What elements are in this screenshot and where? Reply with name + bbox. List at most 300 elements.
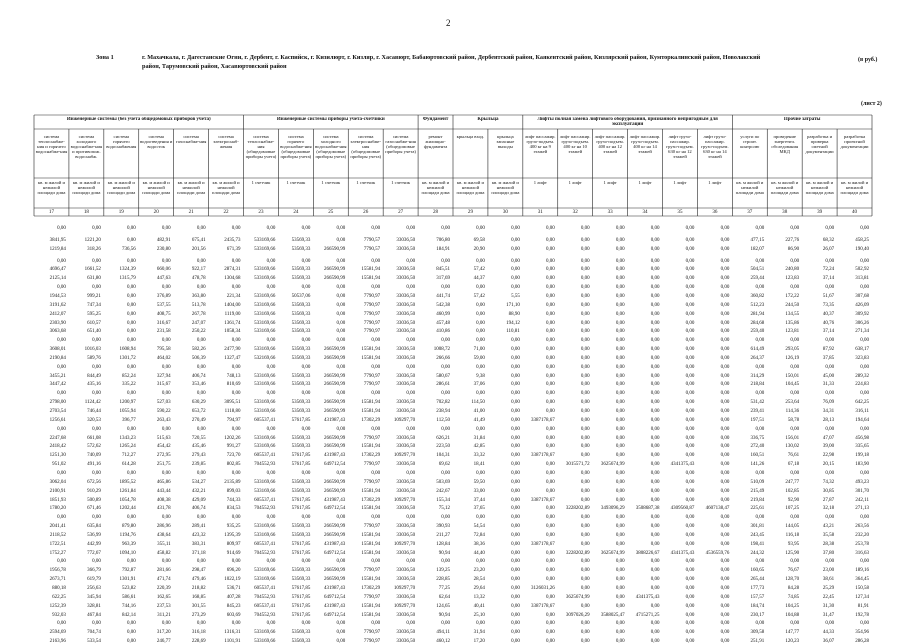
table-cell: 914,69 xyxy=(226,550,241,556)
table-cell: 0,00 xyxy=(685,612,695,618)
table-cell: 311,21 xyxy=(157,612,171,618)
table-cell: 0,00 xyxy=(231,391,241,397)
table-cell: 605537,41 xyxy=(254,541,276,547)
table-cell: 0,00 xyxy=(580,639,590,644)
table-cell: 1058,34 xyxy=(224,329,241,335)
sheet-label: (лист 2) xyxy=(861,101,882,107)
table-cell: 2100,91 xyxy=(49,488,66,494)
table-cell: 504,51 xyxy=(750,267,765,273)
table-cell: 3228202,89 xyxy=(565,506,590,512)
table-cell: 7790,97 xyxy=(363,311,381,317)
table-cell: 38,61 xyxy=(822,577,835,583)
table-cell: 37,80 xyxy=(822,550,835,556)
table-cell: 2703,54 xyxy=(49,409,66,414)
table-cell: 0,00 xyxy=(755,338,765,344)
table-cell: 0,00 xyxy=(825,426,835,432)
table-cell: 0,00 xyxy=(92,559,101,565)
table-cell: 454,42 xyxy=(156,444,171,450)
table-cell: 744,33 xyxy=(226,497,241,503)
table-cell: 0,00 xyxy=(720,479,730,485)
table-cell: 53569,33 xyxy=(291,237,311,243)
table-cell: 33036,50 xyxy=(396,347,416,353)
table-cell: 1895,52 xyxy=(119,479,136,485)
table-cell: 0,00 xyxy=(580,426,590,432)
table-cell: 0,00 xyxy=(511,267,520,273)
column-title: система холодного водоснабже-ния (общедомовые приборы учета) xyxy=(315,135,347,159)
table-cell: 0,00 xyxy=(650,488,660,494)
table-cell: 0,00 xyxy=(545,470,555,476)
table-cell: 0,00 xyxy=(615,237,625,243)
table-cell: 0,00 xyxy=(196,226,206,231)
column-title: крыльца вход. xyxy=(456,135,485,139)
table-cell: 740,09 xyxy=(87,453,101,459)
table-cell: 313,81 xyxy=(855,276,869,282)
table-cell: 533169,66 xyxy=(254,409,276,414)
column-number: 34 xyxy=(642,209,648,215)
table-cell: 33036,50 xyxy=(396,400,416,406)
column-unit: кв. м жилой и нежилой площади дома xyxy=(37,181,66,195)
table-cell: 0,00 xyxy=(685,246,695,252)
table-cell: 649712,54 xyxy=(323,550,346,556)
table-cell: 0,00 xyxy=(371,226,381,231)
table-cell: 109297,70 xyxy=(393,453,416,459)
table-cell: 842,14 xyxy=(121,612,136,618)
table-cell: 0,00 xyxy=(196,364,206,370)
table-cell: 33036,50 xyxy=(396,506,416,512)
table-cell: 104,31 xyxy=(436,453,450,459)
table-cell: 533169,66 xyxy=(254,237,276,243)
table-cell: 0,00 xyxy=(301,258,311,264)
column-unit: кв. м жилой и нежилой площади дома xyxy=(770,181,799,195)
table-cell: 0,00 xyxy=(57,226,66,231)
table-cell: 0,00 xyxy=(161,470,171,476)
table-cell: 0,00 xyxy=(511,541,520,547)
table-cell: 0,00 xyxy=(650,293,660,299)
table-cell: 15581,94 xyxy=(361,577,381,583)
table-cell: 4536559,76 xyxy=(705,550,730,556)
table-cell: 289,41 xyxy=(191,524,206,530)
table-cell: 219,84 xyxy=(750,497,765,503)
table-cell: 0,00 xyxy=(580,577,590,583)
group-header: Инженерные системы (без учета общедомовых приборов учета) xyxy=(66,117,211,122)
table-cell: 0,00 xyxy=(720,453,730,459)
table-cell: 533169,66 xyxy=(254,373,276,379)
table-cell: 0,00 xyxy=(231,559,241,565)
table-cell: 72,84 xyxy=(473,532,485,538)
table-cell: 53569,33 xyxy=(291,347,311,353)
table-cell: 0,00 xyxy=(685,470,695,476)
table-cell: 266590,99 xyxy=(323,568,346,574)
table-cell: 320,53 xyxy=(87,417,101,423)
table-cell: 230,80 xyxy=(156,246,171,252)
table-cell: 649712,54 xyxy=(323,506,346,512)
table-cell: 0,00 xyxy=(511,276,520,282)
table-cell: 0,00 xyxy=(720,532,730,538)
table-cell: 0,00 xyxy=(650,409,660,414)
table-cell: 33036,50 xyxy=(396,409,416,414)
table-cell: 317,20 xyxy=(156,630,171,636)
table-cell: 251,75 xyxy=(156,462,171,468)
table-cell: 0,00 xyxy=(545,302,555,308)
table-cell: 7790,97 xyxy=(363,479,381,485)
table-cell: 0,00 xyxy=(650,515,660,521)
table-cell: 0,00 xyxy=(545,276,555,282)
table-cell: 67,18 xyxy=(787,462,800,468)
table-cell: 0,00 xyxy=(511,246,520,252)
table-cell: 1252,39 xyxy=(49,603,66,609)
table-cell: 74,32 xyxy=(822,479,835,485)
table-cell: 0,00 xyxy=(545,246,555,252)
table-cell: 2135,89 xyxy=(224,479,241,485)
table-cell: 477,15 xyxy=(750,237,765,243)
table-cell: 3608,01 xyxy=(49,347,66,353)
table-cell: 364,45 xyxy=(855,577,869,583)
table-cell: 266590,99 xyxy=(323,444,346,450)
table-cell: 537,55 xyxy=(156,302,171,308)
table-cell: 672,56 xyxy=(87,479,101,485)
table-cell: 41,49 xyxy=(473,417,485,423)
table-cell: 0,00 xyxy=(266,338,276,344)
table-cell: 266590,99 xyxy=(323,488,346,494)
table-cell: 33036,50 xyxy=(396,524,416,530)
table-cell: 286,61 xyxy=(436,382,450,388)
table-cell: 0,00 xyxy=(650,586,660,591)
table-cell: 218,84 xyxy=(750,382,765,388)
table-cell: 0,00 xyxy=(441,515,450,521)
table-cell: 0,00 xyxy=(720,355,730,361)
table-cell: 189,16 xyxy=(855,568,869,574)
table-cell: 651,40 xyxy=(87,329,101,335)
table-cell: 1361,74 xyxy=(224,320,241,326)
table-cell: 494,11 xyxy=(436,630,450,636)
table-cell: 0,00 xyxy=(511,568,520,574)
table-cell: 215,49 xyxy=(750,488,765,494)
table-cell: 33036,50 xyxy=(396,373,416,379)
table-cell: 610,57 xyxy=(87,320,101,326)
table-cell: 0,00 xyxy=(336,559,346,565)
column-title: крыльца запасные выходы xyxy=(496,135,515,149)
table-cell: 0,00 xyxy=(545,311,555,317)
table-cell: 1124,42 xyxy=(84,400,101,406)
table-cell: 635,84 xyxy=(87,524,101,530)
table-cell: 37,85 xyxy=(822,355,835,361)
table-cell: 7790,97 xyxy=(363,293,381,299)
table-cell: 0,00 xyxy=(580,470,590,476)
table-cell: 273,29 xyxy=(191,612,206,618)
table-cell: 0,00 xyxy=(441,258,450,264)
table-cell: 0,00 xyxy=(92,226,101,231)
table-cell: 4715271,25 xyxy=(635,612,660,618)
table-cell: 160,65 xyxy=(750,568,765,574)
table-cell: 33036,50 xyxy=(396,355,416,361)
column-unit: 1 счетчик xyxy=(391,181,410,185)
table-cell: 431987,43 xyxy=(323,417,346,423)
table-cell: 0,00 xyxy=(57,285,66,291)
column-unit: 1 счетчик xyxy=(356,181,376,185)
table-cell: 0,00 xyxy=(685,630,695,636)
table-cell: 0,00 xyxy=(336,630,346,636)
table-cell: 605537,41 xyxy=(254,417,276,423)
table-cell: 3455,21 xyxy=(49,373,66,379)
table-cell: 0,00 xyxy=(161,559,171,565)
table-cell: 109297,70 xyxy=(393,603,416,609)
table-cell: 0,00 xyxy=(545,355,555,361)
table-cell: 293,05 xyxy=(785,347,800,353)
table-cell: 0,00 xyxy=(545,630,555,636)
table-cell: 0,00 xyxy=(545,373,555,379)
table-cell: 1315,79 xyxy=(119,276,136,282)
table-cell: 33036,50 xyxy=(396,630,416,636)
table-cell: 0,00 xyxy=(580,338,590,344)
table-cell: 71,00 xyxy=(473,347,485,353)
table-cell: 3063,68 xyxy=(49,329,66,335)
table-cell: 3015571,72 xyxy=(565,462,590,468)
column-title: лифт пассажир. грузо-подъем. 400 кг на 14 этажей xyxy=(629,135,661,154)
table-cell: 879,80 xyxy=(121,524,136,530)
table-cell: 345,94 xyxy=(87,594,101,600)
column-unit: кв. м жилой и нежилой площади дома xyxy=(212,181,241,195)
table-cell: 53569,33 xyxy=(291,276,311,282)
table-cell: 1094,10 xyxy=(119,550,136,556)
table-cell: 266590,99 xyxy=(323,267,346,273)
table-cell: 0,00 xyxy=(545,400,555,406)
table-cell: 396,77 xyxy=(121,417,136,423)
table-cell: 0,00 xyxy=(685,293,695,299)
table-cell: 0,00 xyxy=(161,338,171,344)
table-cell: 605537,41 xyxy=(254,586,276,591)
table-cell: 250,22 xyxy=(191,329,206,335)
table-cell: 0,00 xyxy=(825,621,835,627)
table-cell: 23,00 xyxy=(822,568,835,574)
table-cell: 53569,33 xyxy=(291,302,311,308)
table-cell: 4341375,43 xyxy=(670,462,695,468)
column-number: 18 xyxy=(83,209,89,215)
table-cell: 675,41 xyxy=(191,237,206,243)
table-cell: 266590,99 xyxy=(323,276,346,282)
table-cell: 0,00 xyxy=(301,226,311,231)
table-cell: 1101,91 xyxy=(224,639,241,644)
table-cell: 0,00 xyxy=(511,453,520,459)
table-cell: 0,00 xyxy=(790,621,800,627)
column-unit: кв. м жилой и нежилой площади дома xyxy=(491,181,520,195)
table-cell: 935,25 xyxy=(226,524,241,530)
table-cell: 746,44 xyxy=(87,409,101,414)
table-cell: 523,82 xyxy=(121,586,136,591)
column-unit: 1 лифт xyxy=(708,181,722,185)
table-cell: 0,00 xyxy=(126,559,136,565)
table-cell: 0,00 xyxy=(580,258,590,264)
table-cell: 0,00 xyxy=(650,639,660,644)
column-unit: кв. м жилой и нежилой площади дома xyxy=(805,181,834,195)
table-cell: 407,28 xyxy=(226,594,241,600)
table-cell: 1324,39 xyxy=(119,267,136,273)
table-cell: 29,64 xyxy=(473,586,485,591)
table-cell: 478,78 xyxy=(191,276,206,282)
table-cell: 251,91 xyxy=(750,639,765,644)
table-cell: 0,00 xyxy=(650,621,660,627)
table-cell: 0,00 xyxy=(685,479,695,485)
table-cell: 33036,50 xyxy=(396,302,416,308)
table-cell: 15581,94 xyxy=(361,355,381,361)
table-cell: 17302,29 xyxy=(361,497,381,503)
table-cell: 533169,66 xyxy=(254,302,276,308)
table-cell: 33036,50 xyxy=(396,488,416,494)
table-cell: 0,00 xyxy=(266,285,276,291)
table-cell: 57,42 xyxy=(473,267,485,273)
table-cell: 109297,70 xyxy=(393,586,416,591)
table-cell: 458,82 xyxy=(156,550,171,556)
column-unit: кв. м жилой и нежилой площади дома xyxy=(142,181,171,195)
table-cell: 57617,85 xyxy=(291,541,311,547)
table-cell: 201,56 xyxy=(191,246,206,252)
table-cell: 45,00 xyxy=(822,373,835,379)
table-cell: 845,51 xyxy=(436,267,450,273)
table-cell: 0,00 xyxy=(511,400,520,406)
table-cell: 1055,94 xyxy=(119,409,136,414)
table-cell: 0,00 xyxy=(615,435,625,441)
table-cell: 1194,76 xyxy=(119,532,136,538)
table-cell: 0,00 xyxy=(650,462,660,468)
table-cell: 0,00 xyxy=(720,400,730,406)
table-cell: 0,00 xyxy=(650,568,660,574)
table-cell: 3191,62 xyxy=(49,302,66,308)
table-cell: 15581,94 xyxy=(361,444,381,450)
table-cell: 0,00 xyxy=(720,612,730,618)
table-cell: 0,00 xyxy=(511,226,520,231)
table-cell: 0,00 xyxy=(860,338,869,344)
table-cell: 144,05 xyxy=(785,524,800,530)
table-cell: 671,39 xyxy=(226,246,241,252)
table-cell: 72,24 xyxy=(822,267,835,273)
table-cell: 0,00 xyxy=(511,417,520,423)
table-cell: 809,97 xyxy=(226,541,241,547)
table-cell: 0,00 xyxy=(511,497,520,503)
table-cell: 0,00 xyxy=(650,524,660,530)
table-cell: 0,00 xyxy=(685,568,695,574)
table-cell: 0,00 xyxy=(511,515,520,521)
table-cell: 314,29 xyxy=(750,373,765,379)
table-cell: 1265,24 xyxy=(119,444,136,450)
table-cell: 225,61 xyxy=(750,506,765,512)
column-number: 20 xyxy=(153,209,159,215)
table-cell: 267,78 xyxy=(191,311,206,317)
table-cell: 792,87 xyxy=(121,568,136,574)
table-cell: 630,29 xyxy=(191,400,206,406)
table-cell: 284,68 xyxy=(750,320,765,326)
table-cell: 0,00 xyxy=(720,470,730,476)
table-cell: 42,85 xyxy=(473,444,485,450)
table-cell: 53569,33 xyxy=(291,444,311,450)
table-cell: 0,00 xyxy=(441,559,450,565)
table-cell: 0,00 xyxy=(196,621,206,627)
column-number: 30 xyxy=(502,209,508,215)
table-cell: 0,00 xyxy=(511,612,520,618)
table-cell: 0,00 xyxy=(720,293,730,299)
column-number: 32 xyxy=(572,209,578,215)
table-cell: 353,46 xyxy=(191,382,206,388)
table-cell: 0,00 xyxy=(580,276,590,282)
table-cell: 0,00 xyxy=(755,470,765,476)
table-cell: 0,00 xyxy=(615,594,625,600)
table-cell: 0,00 xyxy=(545,594,555,600)
table-cell: 533169,66 xyxy=(254,400,276,406)
table-cell: 1200,97 xyxy=(119,400,136,406)
table-cell: 0,00 xyxy=(511,435,520,441)
table-cell: 614,49 xyxy=(750,347,765,353)
table-cell: 0,00 xyxy=(650,246,660,252)
table-cell: 37,14 xyxy=(822,329,835,335)
table-cell: 0,00 xyxy=(650,417,660,423)
table-cell: 31,84 xyxy=(473,435,485,441)
table-cell: 0,00 xyxy=(441,338,450,344)
table-cell: 125,90 xyxy=(785,550,800,556)
table-cell: 33036,50 xyxy=(396,568,416,574)
column-number: 21 xyxy=(188,209,194,215)
table-cell: 0,00 xyxy=(790,338,800,344)
table-cell: 1780,20 xyxy=(49,506,66,512)
table-cell: 0,00 xyxy=(685,364,695,370)
table-cell: 0,00 xyxy=(580,382,590,388)
table-cell: 0,00 xyxy=(336,293,346,299)
table-cell: 0,00 xyxy=(511,630,520,636)
table-cell: 0,00 xyxy=(650,329,660,335)
table-cell: 109297,70 xyxy=(393,497,416,503)
table-cell: 0,00 xyxy=(476,226,485,231)
table-cell: 0,00 xyxy=(650,347,660,353)
table-cell: 0,00 xyxy=(685,267,695,273)
table-cell: 316,11 xyxy=(855,409,869,414)
table-cell: 0,00 xyxy=(266,258,276,264)
table-cell: 110,81 xyxy=(506,329,520,335)
table-cell: 0,00 xyxy=(545,559,555,565)
table-cell: 0,00 xyxy=(720,409,730,414)
column-unit: 1 лифт xyxy=(603,181,617,185)
table-cell: 406,74 xyxy=(191,373,206,379)
table-cell: 435,16 xyxy=(87,382,101,388)
table-cell: 197,51 xyxy=(750,417,765,423)
table-cell: 253,64 xyxy=(785,400,800,406)
column-unit: кв. м жилой и нежилой площади дома xyxy=(107,181,136,195)
table-cell: 0,00 xyxy=(720,577,730,583)
table-cell: 0,00 xyxy=(650,355,660,361)
table-cell: 2477,90 xyxy=(224,347,241,353)
table-cell: 40,41 xyxy=(473,603,485,609)
table-cell: 0,00 xyxy=(545,479,555,485)
table-cell: 37,44 xyxy=(473,497,485,503)
table-cell: 57617,85 xyxy=(291,550,311,556)
table-cell: 0,00 xyxy=(650,426,660,432)
table-cell: 0,00 xyxy=(615,470,625,476)
column-number: 33 xyxy=(607,209,613,215)
table-cell: 0,00 xyxy=(860,426,869,432)
column-number: 35 xyxy=(677,209,683,215)
zone-label: Зона 1 xyxy=(96,54,114,61)
table-cell: 227,76 xyxy=(785,237,800,243)
table-cell: 57617,85 xyxy=(291,594,311,600)
table-cell: 0,00 xyxy=(92,258,101,264)
table-cell: 0,00 xyxy=(441,621,450,627)
table-cell: 0,00 xyxy=(580,311,590,317)
table-cell: 2594,69 xyxy=(49,630,66,636)
table-cell: 0,00 xyxy=(476,258,485,264)
table-cell: 1395,39 xyxy=(224,532,241,538)
column-title: система теплоснабже-ния (общедомовые приборы учета) xyxy=(245,135,277,159)
table-cell: 0,00 xyxy=(650,338,660,344)
table-cell: 33036,50 xyxy=(396,532,416,538)
table-cell: 0,00 xyxy=(790,285,800,291)
table-cell: 0,00 xyxy=(511,621,520,627)
group-header: Крыльца xyxy=(477,117,499,122)
